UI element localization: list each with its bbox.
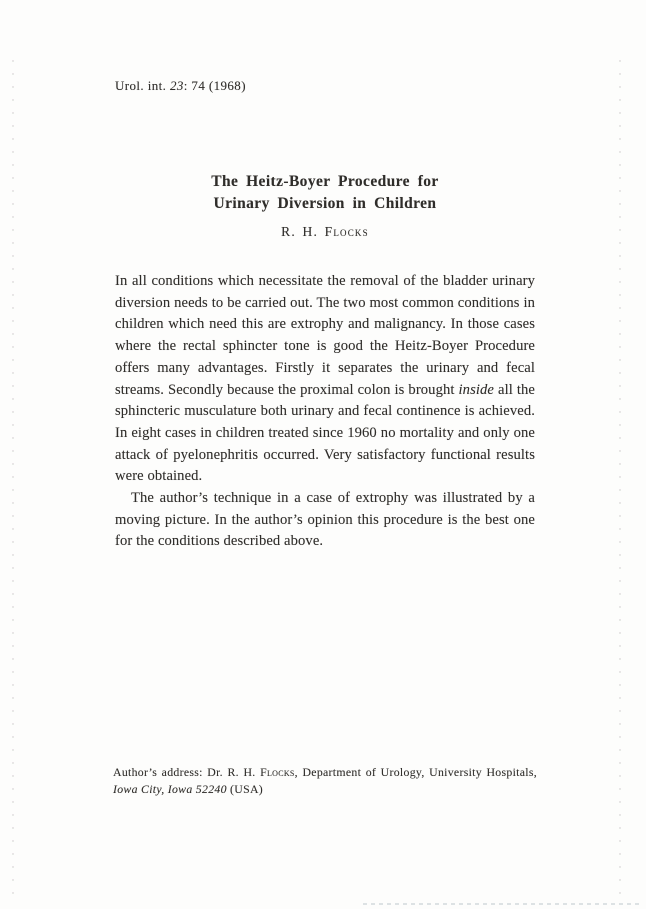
author-initials: R. H. bbox=[281, 224, 325, 239]
article-title bbox=[115, 171, 535, 215]
address-prefix: Author’s address: Dr. R. H. bbox=[113, 765, 261, 779]
paragraph1-text-start: In all conditions which necessitate the removal of the bladder urinary diversion needs to be carried out. The two most common conditions in children which need this are extrophy and malignancy. In those cases where the rectal sphincter tone is good the Heitz-Boyer Procedure offers many advantages. Firstly it separates the urinary and fecal streams. Secondly because the proximal colon is brought bbox=[115, 273, 535, 398]
paragraph1-text-end: all the sphincteric musculature both urinary and fecal continence is achieved. In eight cases in children treated since 1960 no mortality and only one attack of pyelonephritis occurred. Very satisfactory functional results were obtained. bbox=[115, 381, 535, 485]
body-paragraph-1 bbox=[115, 271, 535, 488]
authors-address-footer bbox=[113, 764, 537, 797]
body-paragraph-2: The author’s technique in a case of extrophy was illustrated by a moving picture. In the author’s opinion this procedure is the best one for the conditions described above. bbox=[115, 490, 535, 550]
article-title-line2: Urinary Diversion in Children bbox=[213, 195, 437, 212]
address-city-italic: Iowa City, Iowa 52240 bbox=[113, 781, 227, 796]
journal-volume: 23 bbox=[169, 78, 184, 93]
bottom-dashed-scan-line bbox=[363, 903, 643, 905]
address-suffix: (USA) bbox=[226, 781, 264, 796]
author-byline bbox=[115, 224, 535, 240]
article-title-line1: The Heitz-Boyer Procedure for bbox=[211, 173, 439, 190]
journal-name: Urol. int. bbox=[115, 78, 170, 93]
right-edge-scan-dots bbox=[619, 60, 621, 899]
address-middle: , Department of Urology, University Hospitals, bbox=[294, 765, 538, 779]
article-body bbox=[115, 271, 535, 553]
author-surname: Flocks bbox=[324, 224, 369, 239]
address-author-surname: Flocks bbox=[260, 765, 295, 779]
journal-citation bbox=[115, 78, 246, 94]
journal-page-year: : 74 (1968) bbox=[183, 78, 246, 93]
left-edge-scan-dots bbox=[12, 60, 14, 899]
paragraph1-italic-word: inside bbox=[458, 381, 494, 398]
